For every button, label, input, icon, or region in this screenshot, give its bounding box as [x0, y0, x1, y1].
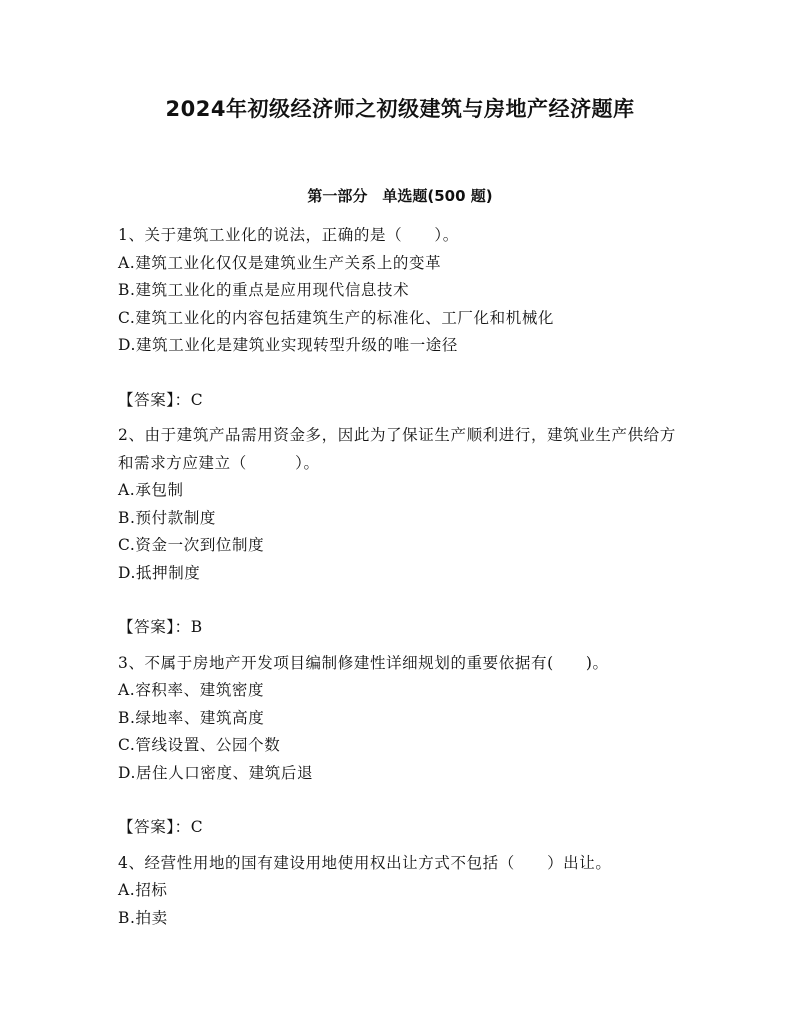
- option-d: D.居住人口密度、建筑后退: [118, 763, 314, 782]
- question-stem: 3、不属于房地产开发项目编制修建性详细规划的重要依据有( )。: [118, 653, 609, 672]
- answer-line: 【答案】：C: [118, 818, 204, 836]
- option-c: C.管线设置、公园个数: [118, 736, 281, 754]
- question-stem: 2、由于建筑产品需用资金多，因此为了保证生产顺利进行，建筑业生产供给方和需求方应建立（ ）。: [118, 426, 676, 472]
- option-b: B.拍卖: [118, 908, 168, 927]
- option-a: A.招标: [118, 881, 168, 899]
- option-b: B.绿地率、建筑高度: [118, 708, 265, 727]
- question-2: [118, 422, 688, 642]
- option-c: C.建筑工业化的内容包括建筑生产的标准化、工厂化和机械化: [118, 308, 555, 327]
- option-c: C.资金一次到位制度: [118, 536, 265, 554]
- answer-line: 【答案】：B: [118, 618, 203, 636]
- section-heading: 第一部分 单选题(500 题): [307, 187, 493, 205]
- option-b: B.预付款制度: [118, 508, 217, 527]
- question-stem: 1、关于建筑工业化的说法，正确的是（ ）。: [118, 226, 459, 244]
- document-title: 2024年初级经济师之初级建筑与房地产经济题库: [165, 97, 635, 121]
- option-a: A.承包制: [118, 481, 184, 499]
- option-b: B.建筑工业化的重点是应用现代信息技术: [118, 281, 410, 299]
- option-d: D.建筑工业化是建筑业实现转型升级的唯一途径: [118, 336, 459, 354]
- answer-line: 【答案】：C: [118, 390, 204, 409]
- option-a: A.建筑工业化仅仅是建筑业生产关系上的变革: [118, 253, 442, 272]
- question-stem: 4、经营性用地的国有建设用地使用权出让方式不包括（ ）出让。: [118, 853, 612, 872]
- option-d: D.抵押制度: [118, 563, 201, 582]
- question-list: [118, 222, 688, 932]
- question-4: [118, 850, 688, 933]
- option-a: A.容积率、建筑密度: [118, 681, 265, 699]
- question-1: [118, 222, 688, 414]
- question-3: [118, 650, 688, 842]
